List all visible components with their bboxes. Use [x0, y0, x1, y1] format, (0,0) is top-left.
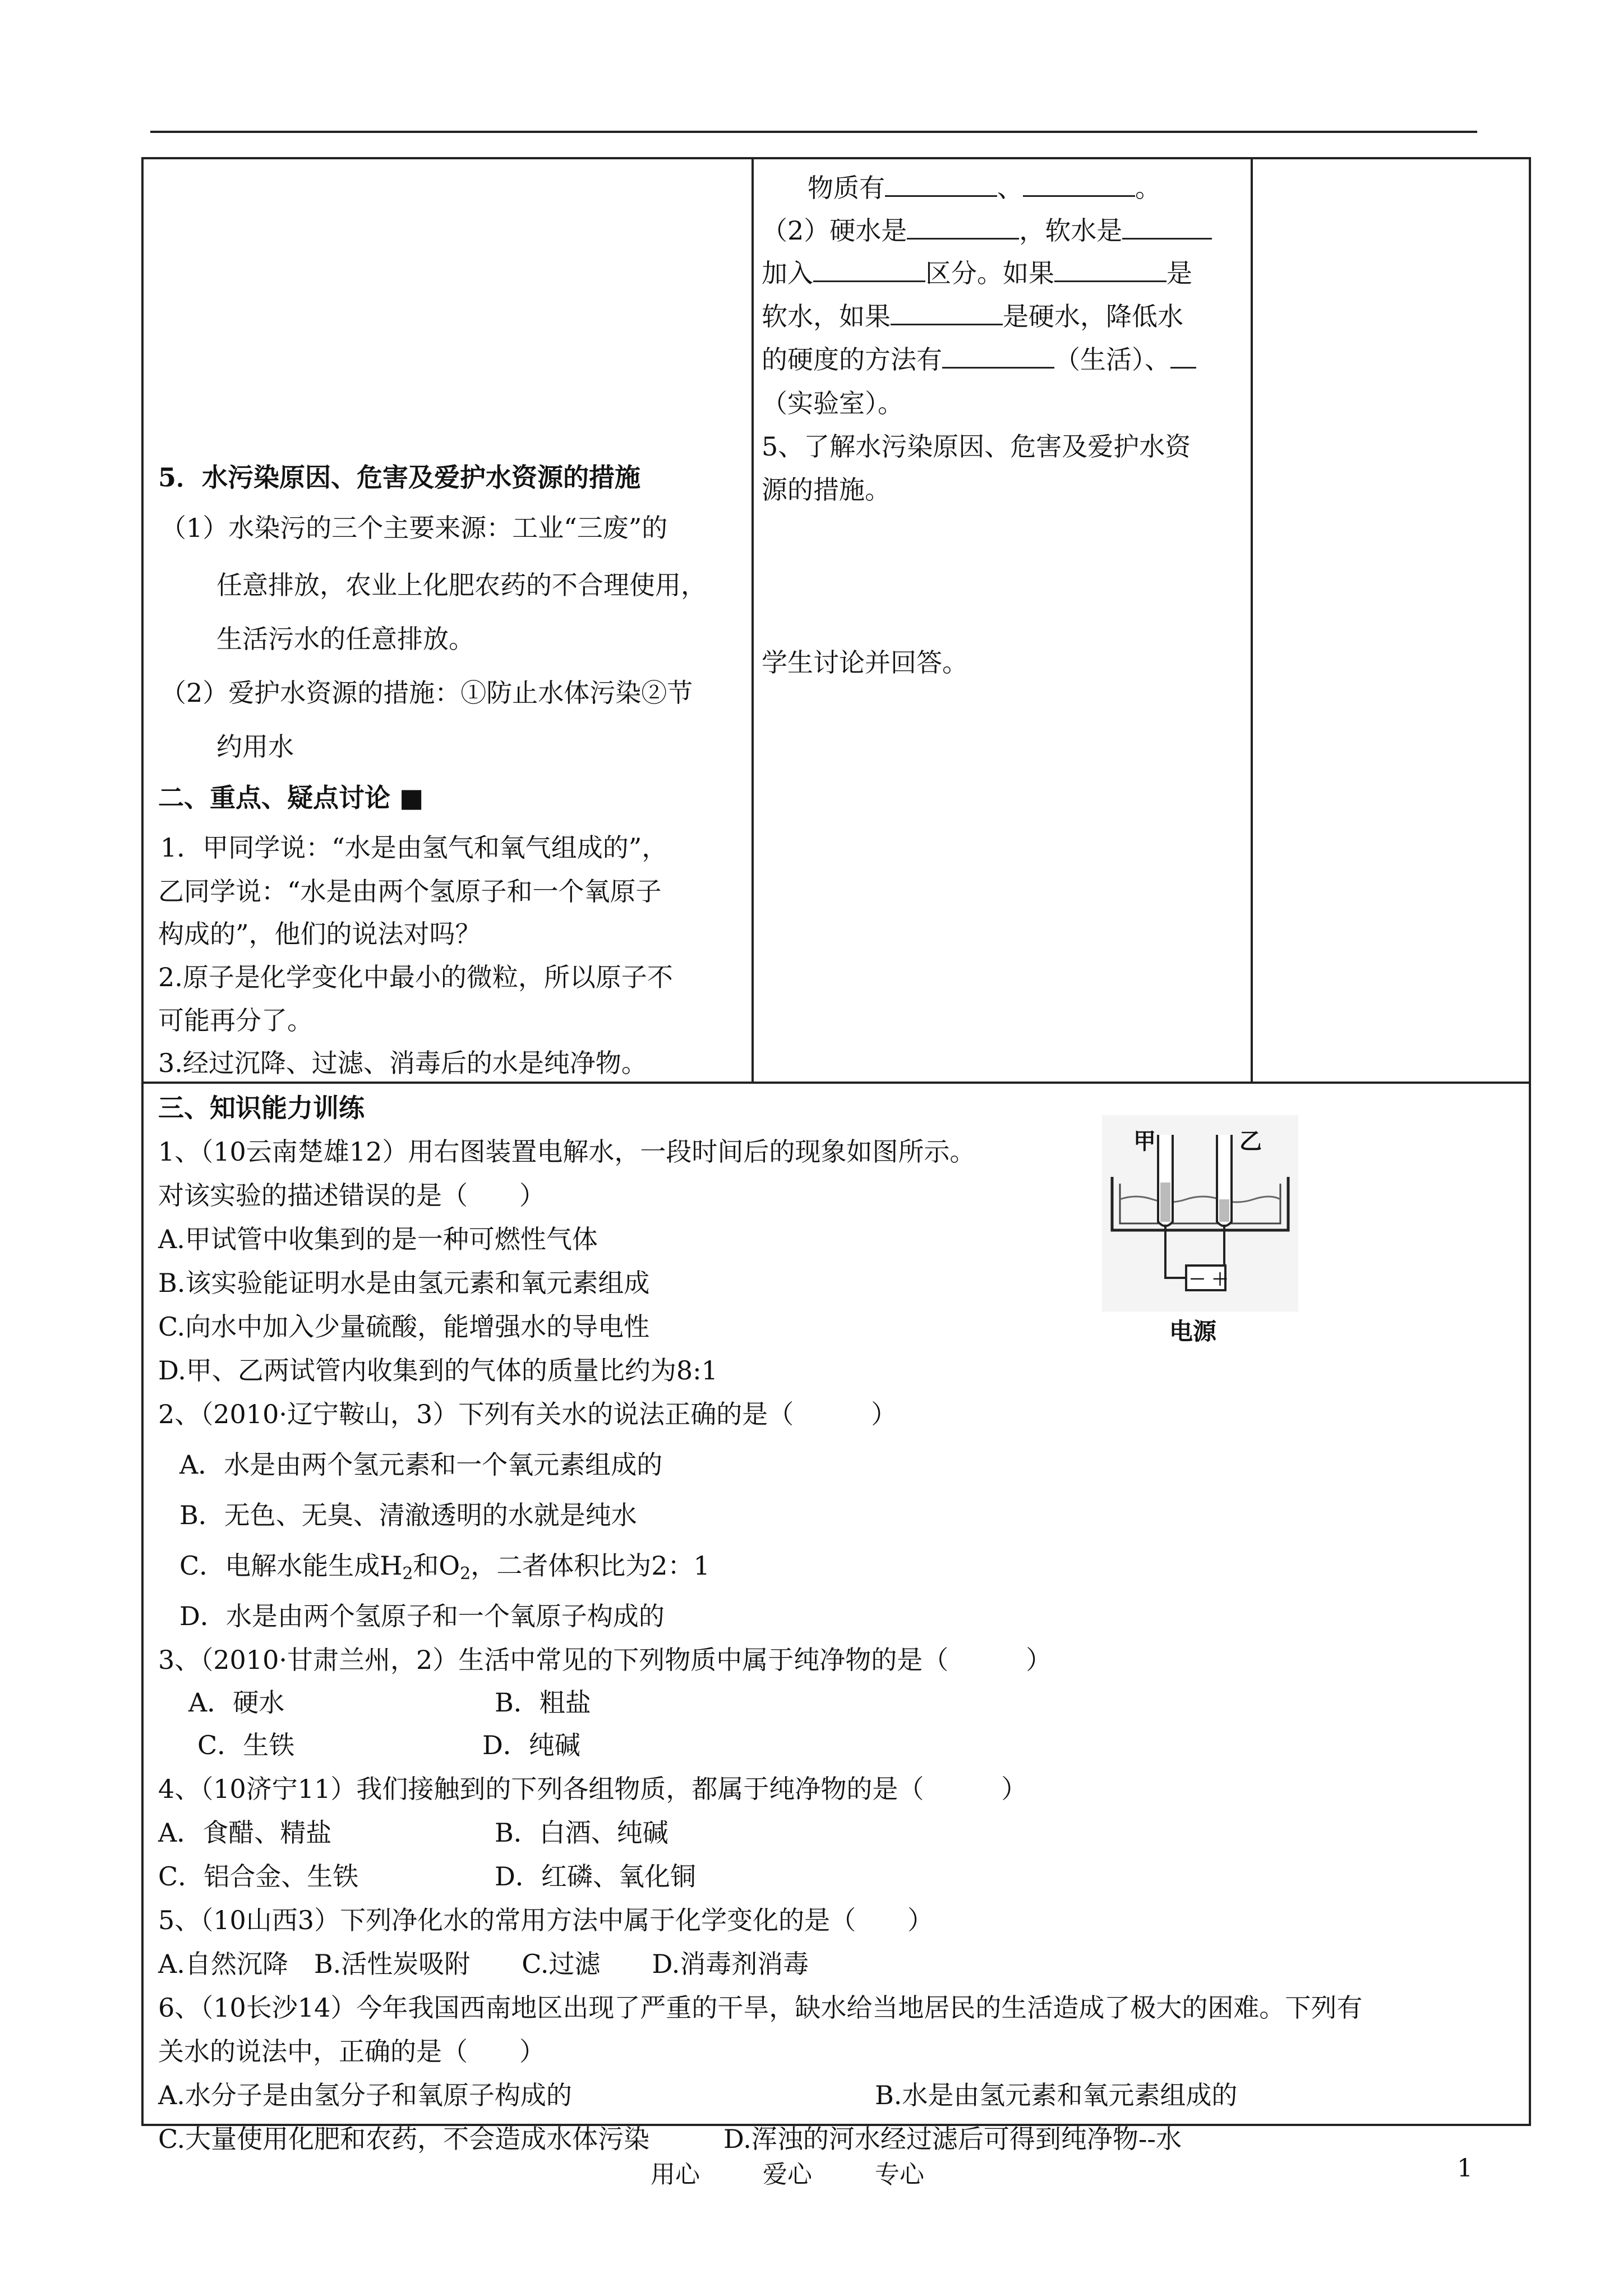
q4-option-a: A．食醋、精盐	[158, 1818, 332, 1848]
protection-measures-line-1: （2）爱护水资源的措施：①防止水体污染②节	[160, 678, 693, 708]
footer-word-2: 爱心	[763, 2160, 812, 2189]
text-span: C．电解水能生成H	[179, 1550, 403, 1581]
q6-option-c: C.大量使用化肥和农药，不会造成水体污染	[158, 2124, 650, 2154]
protection-measures-line-2: 约用水	[216, 731, 294, 762]
q6-stem-line-2: 关水的说法中，正确的是（ ）	[158, 2036, 545, 2067]
text-span: 区分。如果	[925, 258, 1054, 288]
table-top-border	[141, 157, 1531, 159]
q6-option-b: B.水是由氢元素和氧元素组成的	[875, 2080, 1238, 2110]
section-3-heading: 三、知识能力训练	[158, 1093, 365, 1123]
q2-stem: 2、（2010·辽宁鞍山，3）下列有关水的说法正确的是（ ）	[158, 1399, 897, 1429]
table-left-border	[141, 157, 144, 2126]
discussion-2-line-2: 可能再分了。	[158, 1005, 313, 1036]
discussion-1-line-1: 1．甲同学说：“水是由氢气和氧气组成的”，	[160, 832, 668, 863]
q3-option-b: B．粗盐	[495, 1687, 591, 1718]
q4-option-d: D．红磷、氧化铜	[495, 1861, 696, 1892]
text-span: 是	[1166, 258, 1192, 288]
text-span: ，软水是	[1019, 215, 1123, 246]
q4-option-c: C．铝合金、生铁	[158, 1861, 359, 1892]
q1-option-c: C.向水中加入少量硫酸，能增强水的导电性	[158, 1312, 650, 1342]
fill-blank	[1170, 341, 1196, 369]
q2-option-a: A．水是由两个氢元素和一个氧元素组成的	[179, 1450, 663, 1480]
subscript: 2	[460, 1564, 471, 1584]
q4-stem: 4、（10济宁11）我们接触到的下列各组物质，都属于纯净物的是（ ）	[158, 1774, 1027, 1804]
discussion-1-line-2: 乙同学说：“水是由两个氢原子和一个氧原子	[158, 876, 662, 907]
q6-option-d: D.浑浊的河水经过滤后可得到纯净物--水	[723, 2124, 1182, 2154]
fill-blank	[942, 341, 1054, 369]
q3-stem: 3、（2010·甘肃兰州，2）生活中常见的下列物质中属于纯净物的是（ ）	[158, 1645, 1052, 1675]
q1-stem-line-1: 1、（10云南楚雄12）用右图装置电解水，一段时间后的现象如图所示。	[158, 1137, 976, 1167]
pollution-sources-line-1: （1）水染污的三个主要来源：工业“三废”的	[160, 513, 668, 543]
fill-blank	[1054, 255, 1166, 282]
q5-options: A.自然沉降 B.活性炭吸附 C.过滤 D.消毒剂消毒	[158, 1949, 809, 1979]
middle-objective-line-1: 5、了解水污染原因、危害及爱护水资	[762, 431, 1191, 462]
q2-option-d: D．水是由两个氢原子和一个氧原子构成的	[179, 1601, 665, 1631]
fill-blank	[885, 169, 997, 197]
header-rule	[150, 131, 1477, 133]
text-span: ，二者体积比为2：1	[471, 1550, 710, 1581]
q2-option-b: B．无色、无臭、清澈透明的水就是纯水	[179, 1500, 637, 1530]
pollution-sources-line-3: 生活污水的任意排放。	[216, 624, 474, 654]
middle-discuss-answer: 学生讨论并回答。	[762, 647, 968, 678]
table-col-divider-2	[1251, 157, 1253, 1083]
q2-option-c	[179, 1544, 710, 1596]
section-2-heading	[158, 776, 423, 820]
fill-blank	[1023, 169, 1135, 197]
middle-line-5	[762, 338, 1196, 381]
q6-option-a: A.水分子是由氢分子和氧原子构成的	[158, 2080, 572, 2110]
q1-stem-line-2: 对该实验的描述错误的是（ ）	[158, 1180, 545, 1211]
text-span: 和O	[413, 1550, 460, 1581]
discussion-3: 3.经过沉降、过滤、消毒后的水是纯净物。	[158, 1048, 647, 1078]
q1-option-d: D.甲、乙两试管内收集到的气体的质量比约为8:1	[158, 1355, 718, 1386]
text-span: 的硬度的方法有	[762, 344, 942, 375]
q1-option-b: B.该实验能证明水是由氢元素和氧元素组成	[158, 1268, 650, 1298]
text-span: （生活）、	[1054, 344, 1170, 375]
middle-objective-line-2: 源的措施。	[762, 475, 891, 505]
fill-blank	[813, 255, 925, 282]
text-span: 物质有	[808, 173, 885, 203]
q3-option-d: D．纯碱	[482, 1730, 580, 1760]
text-span: （2）硬水是	[762, 215, 907, 246]
q6-stem-line-1: 6、（10长沙14）今年我国西南地区出现了严重的干旱，缺水给当地居民的生活造成了极大的困难。下列有	[158, 1993, 1363, 2023]
electrolysis-diagram	[1102, 1115, 1298, 1351]
subscript: 2	[402, 1564, 413, 1584]
pollution-sources-line-2: 任意排放，农业上化肥农药的不合理使用，	[216, 570, 707, 600]
fill-blank	[891, 298, 1003, 325]
fill-blank	[907, 212, 1019, 240]
text-span: 。	[1135, 173, 1161, 203]
fill-blank	[1122, 212, 1212, 240]
tube-label-yi: 乙	[1239, 1129, 1262, 1154]
electrolysis-apparatus-figure	[1102, 1115, 1298, 1351]
section-2-title: 二、重点、疑点讨论	[158, 783, 390, 813]
middle-line-6: （实验室）。	[762, 388, 903, 418]
q3-option-a: A．硬水	[188, 1687, 285, 1718]
power-source-caption: 电源	[1169, 1318, 1217, 1345]
text-span: 加入	[762, 258, 813, 288]
middle-line-1	[808, 166, 1161, 210]
page-number: 1	[1457, 2154, 1473, 2183]
footer-word-3: 专心	[875, 2160, 924, 2189]
q1-option-a: A.甲试管中收集到的是一种可燃性气体	[158, 1224, 598, 1254]
text-span: 软水，如果	[762, 301, 891, 332]
middle-line-3	[762, 251, 1192, 295]
middle-line-2	[762, 209, 1212, 252]
discussion-1-line-3: 构成的”，他们的说法对吗？	[158, 919, 481, 949]
power-terminals: － ＋	[1189, 1270, 1229, 1290]
table-right-border	[1529, 157, 1531, 2126]
section-5-heading: 5．水污染原因、危害及爱护水资源的措施	[158, 462, 641, 493]
text-span: 是硬水，降低水	[1003, 301, 1183, 332]
middle-line-4	[762, 295, 1183, 338]
text-span: 、	[997, 173, 1023, 203]
square-mark-icon: ■	[399, 783, 424, 813]
q4-option-b: B．白酒、纯碱	[495, 1818, 668, 1848]
discussion-2-line-1: 2.原子是化学变化中最小的微粒，所以原子不	[158, 962, 673, 992]
q3-option-c: C．生铁	[197, 1730, 295, 1760]
footer-word-1: 用心	[651, 2160, 700, 2189]
q5-stem: 5、（10山西3）下列净化水的常用方法中属于化学变化的是（ ）	[158, 1905, 934, 1935]
tube-label-jia: 甲	[1133, 1129, 1156, 1154]
table-col-divider-1	[751, 157, 754, 1083]
